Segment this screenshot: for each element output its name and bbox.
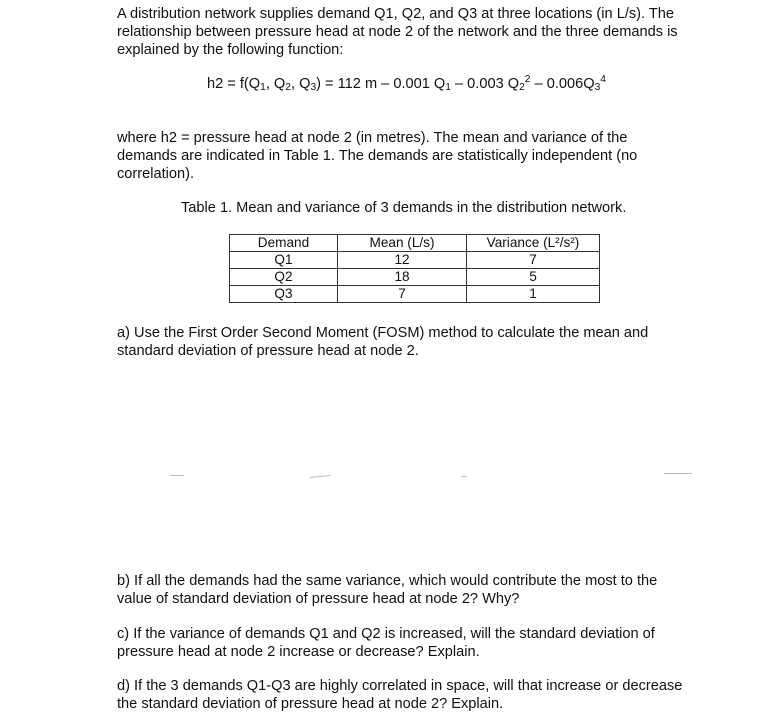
table-row bbox=[230, 269, 600, 286]
where-line-1: where h2 = pressure head at node 2 (in metres). The mean and variance of the bbox=[117, 130, 628, 146]
table-row bbox=[230, 252, 600, 269]
cell-mean: 12 bbox=[338, 252, 467, 269]
table-row bbox=[230, 286, 600, 303]
intro-line-1: A distribution network supplies demand Q1, Q2, and Q3 at three locations (in L/s). The bbox=[117, 6, 675, 22]
question-a-line-2: standard deviation of pressure head at node 2. bbox=[117, 343, 419, 359]
scan-mark bbox=[310, 475, 330, 478]
head-equation: $h2 = f(Q_1$, $Q_2$, $Q_3) = 112$ m – 0.001 $Q_1 - 0.003$ $Q_2^2 - 0.006Q_3^4$ bbox=[207, 74, 606, 93]
question-d-line-2: the standard deviation of pressure head at node 2? Explain. bbox=[117, 696, 504, 712]
scan-mark bbox=[170, 475, 184, 476]
demand-table bbox=[229, 234, 600, 303]
cell-variance: 7 bbox=[467, 252, 600, 269]
cell-variance: 1 bbox=[467, 286, 600, 303]
question-b-line-1: b) If all the demands had the same variance, which would contribute the most to the bbox=[117, 573, 658, 589]
question-b-line-2: value of standard deviation of pressure head at node 2? Why? bbox=[117, 591, 520, 607]
cell-demand: Q1 bbox=[230, 252, 338, 269]
cell-mean: 7 bbox=[338, 286, 467, 303]
question-b bbox=[117, 572, 657, 608]
where-paragraph bbox=[117, 129, 637, 183]
table-header-row bbox=[230, 235, 600, 252]
question-c-line-2: pressure head at node 2 increase or decrease? Explain. bbox=[117, 644, 480, 660]
cell-demand: Q3 bbox=[230, 286, 338, 303]
scan-mark bbox=[664, 473, 692, 474]
header-variance: Variance (L²/s²) bbox=[467, 235, 600, 252]
header-demand: Demand bbox=[230, 235, 338, 252]
cell-demand: Q2 bbox=[230, 269, 338, 286]
question-a-line-1: a) Use the First Order Second Moment (FOSM) method to calculate the mean and bbox=[117, 325, 649, 341]
header-mean: Mean (L/s) bbox=[338, 235, 467, 252]
question-c-line-1: c) If the variance of demands Q1 and Q2 is increased, will the standard deviation of bbox=[117, 626, 655, 642]
question-d-line-1: d) If the 3 demands Q1-Q3 are highly correlated in space, will that increase or decrease bbox=[117, 678, 683, 694]
scan-mark bbox=[461, 476, 467, 477]
question-a bbox=[117, 324, 648, 360]
cell-variance: 5 bbox=[467, 269, 600, 286]
intro-line-2: relationship between pressure head at node 2 of the network and the three demands is bbox=[117, 24, 678, 40]
where-line-2: demands are indicated in Table 1. The demands are statistically independent (no bbox=[117, 148, 638, 164]
intro-line-3: explained by the following function: bbox=[117, 42, 344, 58]
question-d bbox=[117, 677, 682, 713]
table-caption: Table 1. Mean and variance of 3 demands in the distribution network. bbox=[181, 200, 627, 216]
question-c bbox=[117, 625, 655, 661]
intro-paragraph bbox=[117, 5, 678, 59]
where-line-3: correlation). bbox=[117, 166, 195, 182]
cell-mean: 18 bbox=[338, 269, 467, 286]
